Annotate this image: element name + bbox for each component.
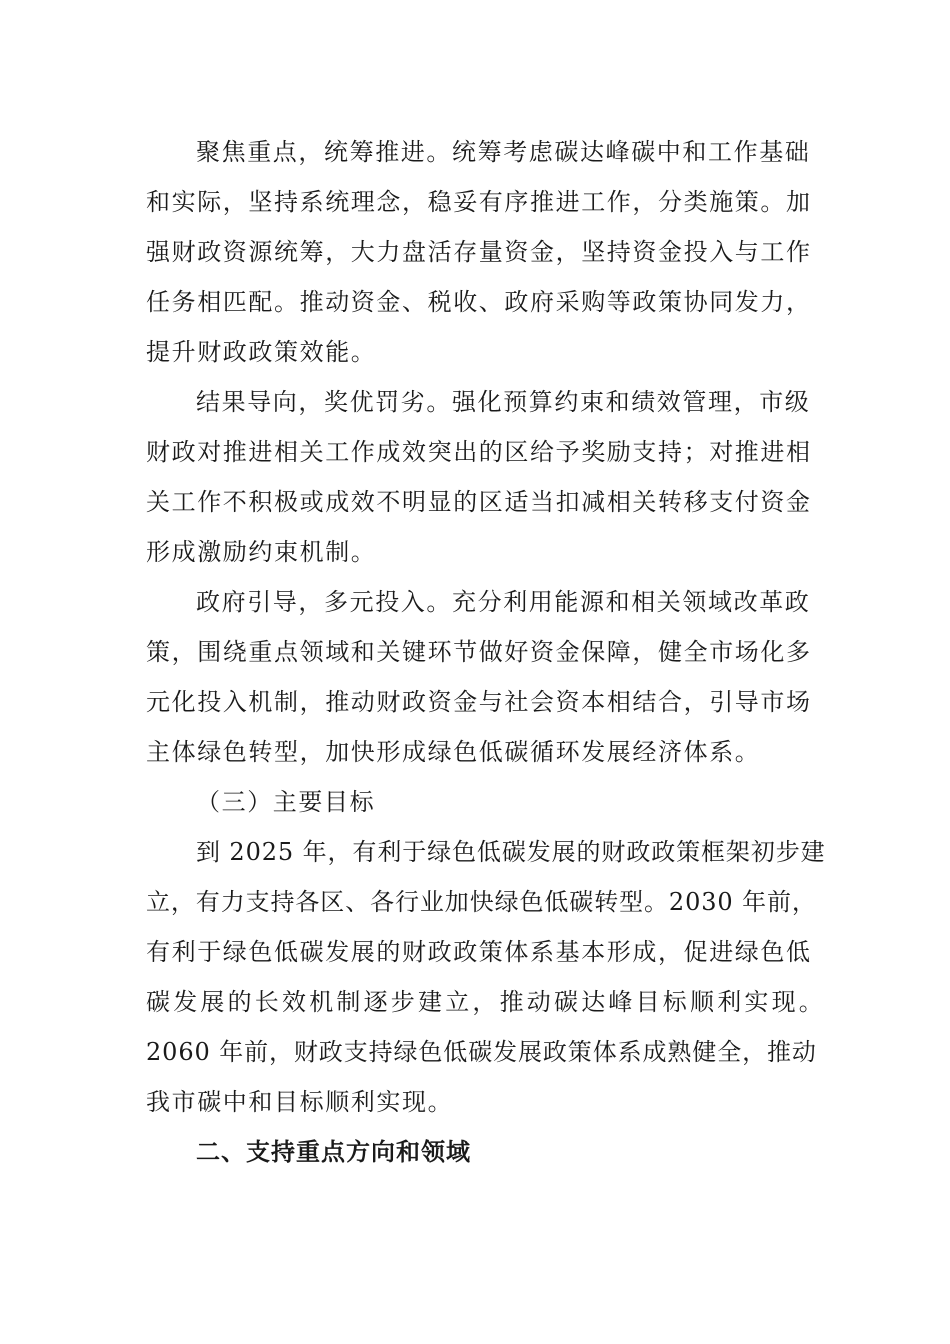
paragraph-3-line-2: 策，围绕重点领域和关键环节做好资金保障，健全市场化多 xyxy=(146,638,812,666)
paragraph-1-line-3: 强财政资源统筹，大力盘活存量资金，坚持资金投入与工作 xyxy=(146,238,812,266)
paragraph-3-line-3: 元化投入机制，推动财政资金与社会资本相结合，引导市场 xyxy=(146,688,812,716)
goals-line-4: 碳发展的长效机制逐步建立，推动碳达峰目标顺利实现。 xyxy=(146,988,826,1016)
goals-line-5: 2060 年前，财政支持绿色低碳发展政策体系成熟健全，推动 xyxy=(146,1038,817,1066)
paragraph-1-line-2: 和实际，坚持系统理念，稳妥有序推进工作，分类施策。加 xyxy=(146,188,812,216)
subheading-main-goals: （三）主要目标 xyxy=(196,788,376,816)
paragraph-1-line-1: 聚焦重点，统筹推进。统筹考虑碳达峰碳中和工作基础 xyxy=(196,138,811,166)
paragraph-1-line-4: 任务相匹配。推动资金、税收、政府采购等政策协同发力， xyxy=(146,288,812,316)
goals-line-2: 立，有力支持各区、各行业加快绿色低碳转型。2030 年前， xyxy=(146,888,817,916)
goals-line-6: 我市碳中和目标顺利实现。 xyxy=(146,1088,454,1116)
paragraph-2-line-3: 关工作不积极或成效不明显的区适当扣减相关转移支付资金 xyxy=(146,488,812,516)
goals-line-3: 有利于绿色低碳发展的财政政策体系基本形成，促进绿色低 xyxy=(146,938,812,966)
paragraph-1-line-5: 提升财政政策效能。 xyxy=(146,338,377,366)
paragraph-3-line-1: 政府引导，多元投入。充分利用能源和相关领域改革政 xyxy=(196,588,811,616)
paragraph-2-line-4: 形成激励约束机制。 xyxy=(146,538,377,566)
paragraph-2-line-1: 结果导向，奖优罚劣。强化预算约束和绩效管理，市级 xyxy=(196,388,811,416)
section-heading: 二、支持重点方向和领域 xyxy=(196,1138,471,1166)
paragraph-3-line-4: 主体绿色转型，加快形成绿色低碳循环发展经济体系。 xyxy=(146,738,761,766)
paragraph-2-line-2: 财政对推进相关工作成效突出的区给予奖励支持；对推进相 xyxy=(146,438,812,466)
goals-line-1: 到 2025 年，有利于绿色低碳发展的财政政策框架初步建 xyxy=(196,838,826,866)
